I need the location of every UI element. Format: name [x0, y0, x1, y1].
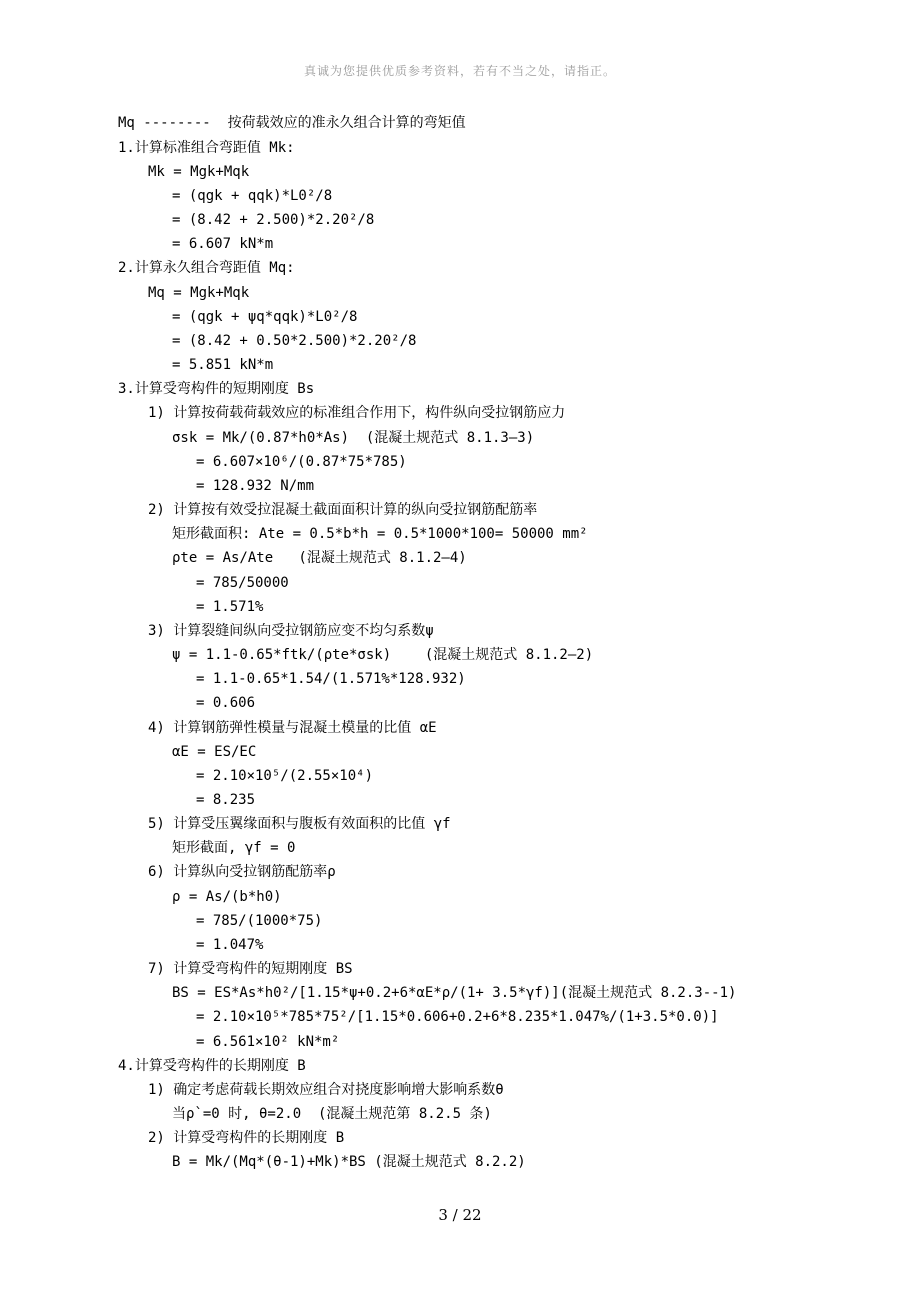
text-line: = 8.235 — [196, 792, 256, 808]
text-line: = 6.607 kN*m — [172, 236, 274, 252]
text-line: 2.计算永久组合弯距值 Mq: — [118, 260, 295, 276]
text-line: = 6.561×10² kN*m² — [196, 1034, 340, 1050]
text-line: 6) 计算纵向受拉钢筋配筋率ρ — [148, 864, 336, 880]
text-line: 2) 计算按有效受拉混凝土截面面积计算的纵向受拉钢筋配筋率 — [148, 502, 538, 518]
text-line: = 785/(1000*75) — [196, 913, 323, 929]
text-line: = (qgk + qqk)*L0²/8 — [172, 188, 333, 204]
text-line: = (8.42 + 0.50*2.500)*2.20²/8 — [172, 333, 417, 349]
text-line: = (8.42 + 2.500)*2.20²/8 — [172, 212, 375, 228]
text-line: = (qgk + ψq*qqk)*L0²/8 — [172, 309, 358, 325]
text-line: = 2.10×10⁵/(2.55×10⁴) — [196, 768, 374, 784]
text-line: 4.计算受弯构件的长期刚度 B — [118, 1058, 306, 1074]
text-line: Mk = Mgk+Mqk — [148, 164, 250, 180]
text-line: = 1.047% — [196, 937, 264, 953]
text-line: 1) 计算按荷载荷载效应的标准组合作用下，构件纵向受拉钢筋应力 — [148, 405, 566, 421]
text-line: αE = ES/EC — [172, 744, 257, 760]
text-line: 矩形截面积: Ate = 0.5*b*h = 0.5*1000*100= 50000 mm² — [172, 526, 588, 542]
text-line: BS = ES*As*h0²/[1.15*ψ+0.2+6*αE*ρ/(1+ 3.5*γf)](混凝土规范式 8.2.3--1) — [172, 985, 737, 1001]
text-line: ρ = As/(b*h0) — [172, 889, 282, 905]
text-line: 2) 计算受弯构件的长期刚度 B — [148, 1130, 345, 1146]
text-line: ψ = 1.1-0.65*ftk/(ρte*σsk) (混凝土规范式 8.1.2—2) — [172, 647, 594, 663]
text-line: 矩形截面, γf = 0 — [172, 840, 296, 856]
text-line: = 1.571% — [196, 599, 264, 615]
text-line: 1) 确定考虑荷载长期效应组合对挠度影响增大影响系数θ — [148, 1082, 504, 1098]
text-line: = 1.1-0.65*1.54/(1.571%*128.932) — [196, 671, 466, 687]
text-line: = 785/50000 — [196, 575, 289, 591]
text-line: 当ρ`=0 时, θ=2.0 (混凝土规范第 8.2.5 条) — [172, 1106, 492, 1122]
text-line: 1.计算标准组合弯距值 Mk: — [118, 140, 295, 156]
text-line: = 0.606 — [196, 695, 256, 711]
text-line: 7) 计算受弯构件的短期刚度 BS — [148, 961, 353, 977]
text-line: Mq -------- 按荷载效应的准永久组合计算的弯矩值 — [118, 115, 466, 131]
text-line: 4) 计算钢筋弹性模量与混凝土模量的比值 αE — [148, 720, 437, 736]
text-line: = 6.607×10⁶/(0.87*75*785) — [196, 454, 407, 470]
text-line: σsk = Mk/(0.87*h0*As) (混凝土规范式 8.1.3—3) — [172, 430, 535, 446]
text-line: 5) 计算受压翼缘面积与腹板有效面积的比值 γf — [148, 816, 451, 832]
text-line: = 128.932 N/mm — [196, 478, 315, 494]
text-line: B = Mk/(Mq*(θ-1)+Mk)*BS (混凝土规范式 8.2.2) — [172, 1154, 526, 1170]
watermark-header: 真诚为您提供优质参考资料，若有不当之处，请指正。 — [303, 64, 616, 78]
text-line: Mq = Mgk+Mqk — [148, 285, 250, 301]
text-line: = 5.851 kN*m — [172, 357, 274, 373]
text-line: 3.计算受弯构件的短期刚度 Bs — [118, 381, 315, 397]
text-line: 3) 计算裂缝间纵向受拉钢筋应变不均匀系数ψ — [148, 623, 434, 639]
page-number: 3 / 22 — [438, 1206, 482, 1224]
text-line: = 2.10×10⁵*785*75²/[1.15*0.606+0.2+6*8.235*1.047%/(1+3.5*0.0)] — [196, 1009, 719, 1025]
text-line: ρte = As/Ate (混凝土规范式 8.1.2—4) — [172, 550, 467, 566]
